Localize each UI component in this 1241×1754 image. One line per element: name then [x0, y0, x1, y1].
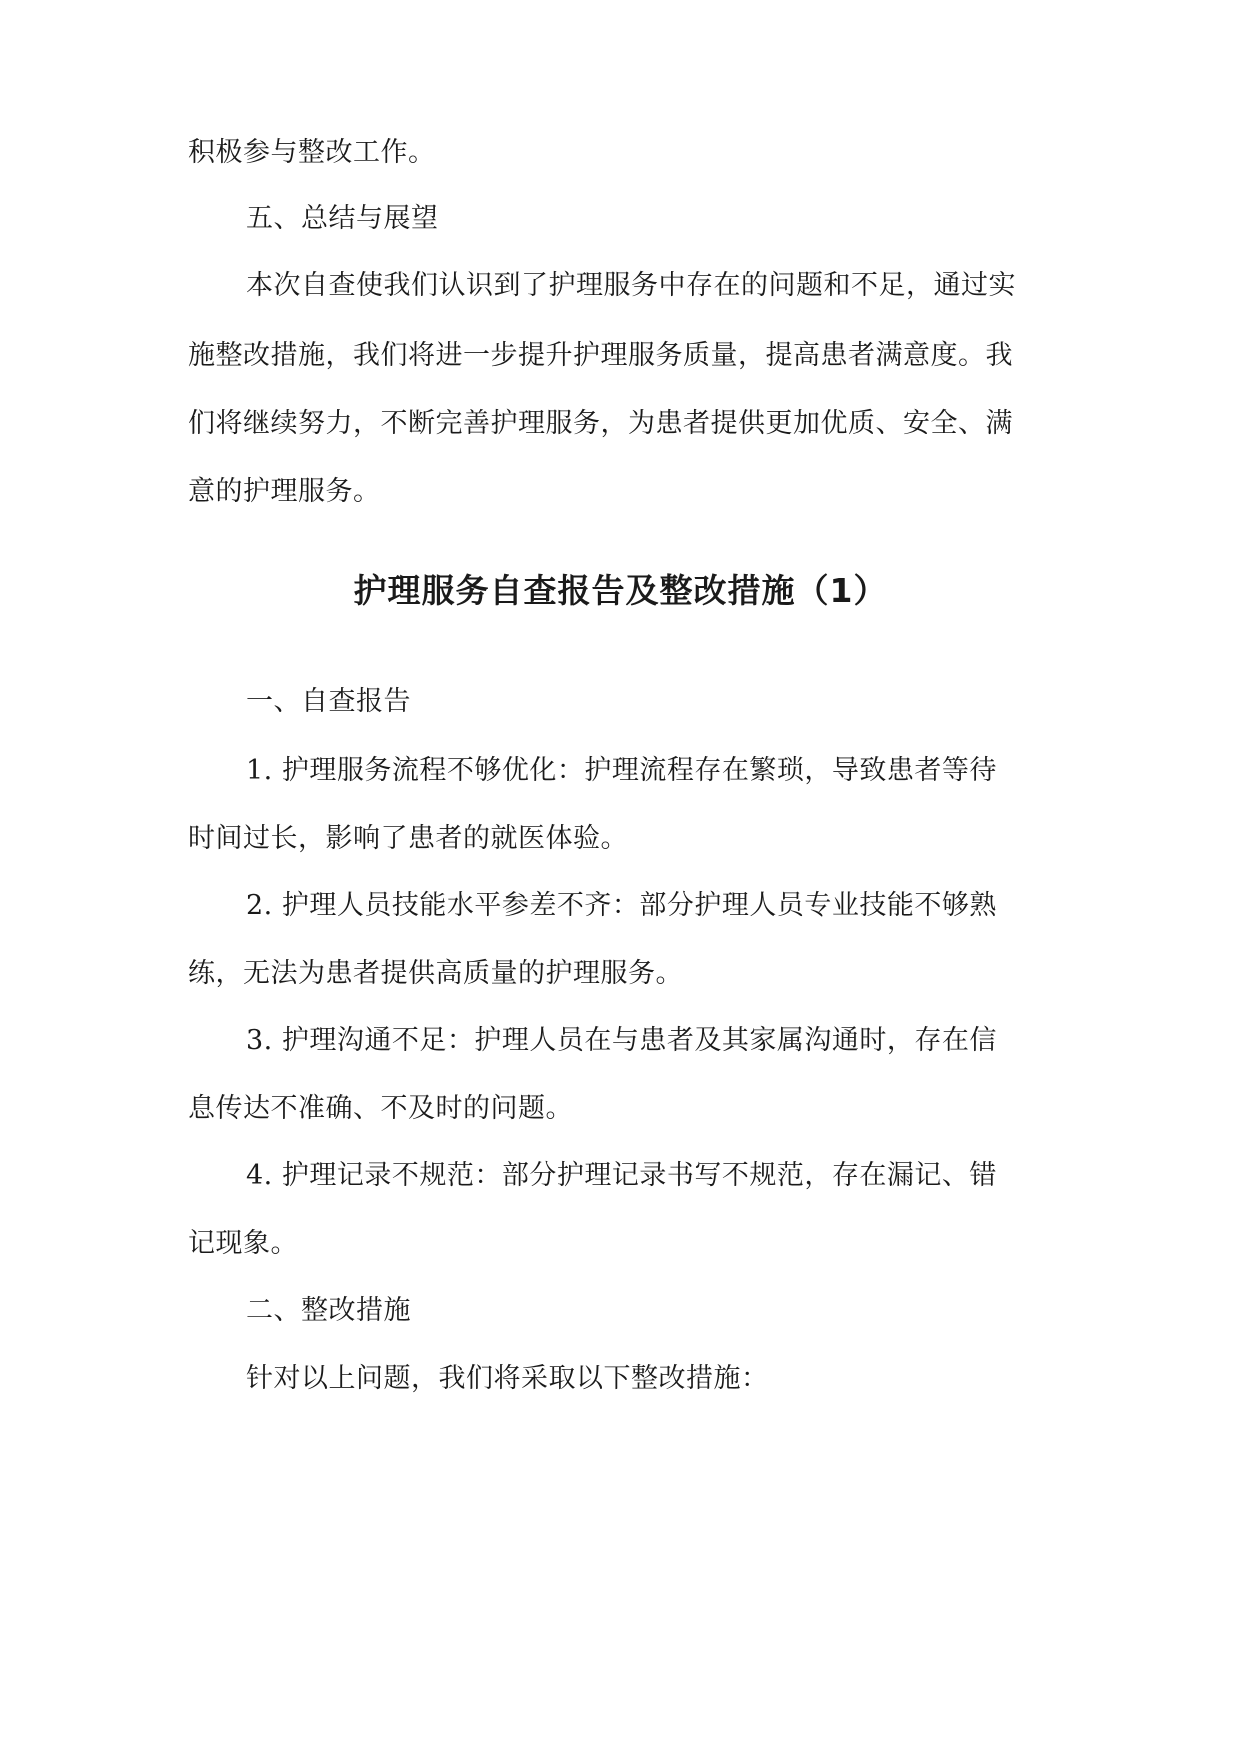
summary-paragraph-line: 意的护理服务。: [188, 476, 381, 507]
summary-paragraph-line: 们将继续努力，不断完善护理服务，为患者提供更加优质、安全、满: [188, 408, 1013, 439]
measures-intro: 针对以上问题，我们将采取以下整改措施：: [246, 1363, 769, 1394]
section-heading-summary: 五、总结与展望: [246, 203, 439, 234]
list-item-line: 1. 护理服务流程不够优化：护理流程存在繁琐，导致患者等待: [246, 755, 997, 786]
list-item-line: 2. 护理人员技能水平参差不齐：部分护理人员专业技能不够熟: [246, 890, 997, 921]
document-title: 护理服务自查报告及整改措施（1）: [353, 571, 888, 610]
section-heading-self-check: 一、自查报告: [246, 686, 411, 717]
list-item-line: 4. 护理记录不规范：部分护理记录书写不规范，存在漏记、错: [246, 1160, 997, 1191]
list-item-line: 3. 护理沟通不足：护理人员在与患者及其家属沟通时，存在信: [246, 1025, 997, 1056]
list-item-line: 时间过长，影响了患者的就医体验。: [188, 823, 628, 854]
paragraph-continuation: 积极参与整改工作。: [188, 137, 436, 168]
section-heading-measures: 二、整改措施: [246, 1295, 411, 1326]
list-item-line: 练，无法为患者提供高质量的护理服务。: [188, 958, 683, 989]
list-item-line: 记现象。: [188, 1228, 298, 1259]
summary-paragraph-line: 本次自查使我们认识到了护理服务中存在的问题和不足，通过实: [246, 270, 1016, 301]
list-item-line: 息传达不准确、不及时的问题。: [188, 1093, 573, 1124]
summary-paragraph-line: 施整改措施，我们将进一步提升护理服务质量，提高患者满意度。我: [188, 340, 1013, 371]
